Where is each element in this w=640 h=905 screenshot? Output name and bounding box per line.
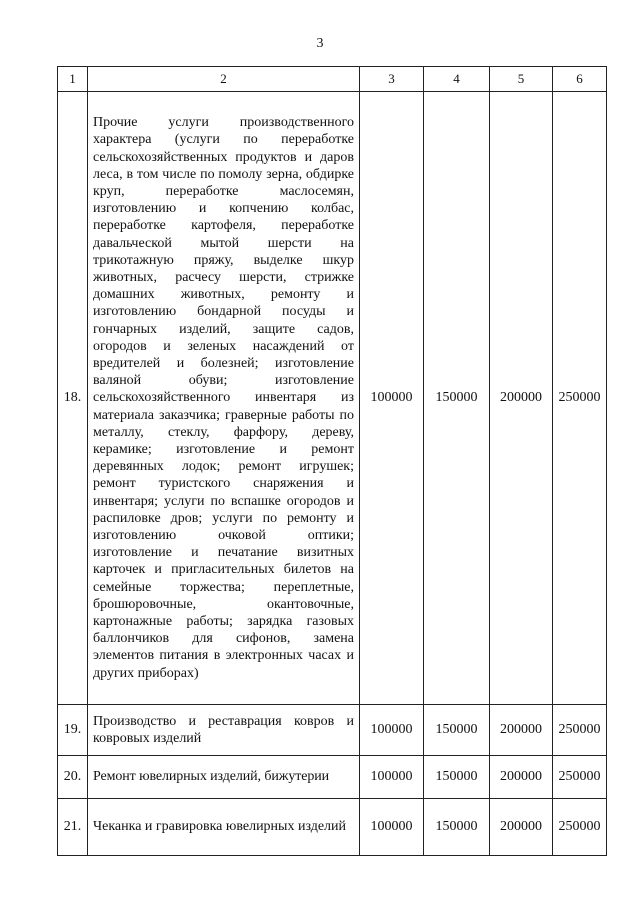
value-cell: 200000 bbox=[490, 799, 553, 856]
row-number: 18. bbox=[58, 92, 88, 705]
value-cell: 150000 bbox=[424, 756, 490, 799]
service-description: Производство и реставрация ковров и ковровых изделий bbox=[88, 705, 360, 756]
table-header-row bbox=[58, 67, 607, 92]
value-cell: 150000 bbox=[424, 92, 490, 705]
value-cell: 250000 bbox=[553, 799, 607, 856]
value-cell: 100000 bbox=[360, 705, 424, 756]
column-header: 1 bbox=[58, 67, 88, 92]
row-number: 21. bbox=[58, 799, 88, 856]
table-row bbox=[58, 92, 607, 705]
service-description: Чеканка и гравировка ювелирных изделий bbox=[88, 799, 360, 856]
service-description: Прочие услуги производственного характера (услуги по переработке сельскохозяйственных продуктов и даров леса, в том числе по помолу зерна, обдирке круп, переработке маслосемян, изготовлению и копчению колбас, переработке картофеля, переработке давальческой мытой шерсти на трикотажную пряжу, выделке шкур животных, расчесу шерсти, стрижке домашних животных, ремонту и изготовлению бондарной посуды и гончарных изделий, защите садов, огородов и зеленых насаждений от вредителей и болезней; изготовление валяной обуви; изготовление сельскохозяйственного инвентаря из материала заказчика; граверные работы по металлу, стеклу, фарфору, дереву, керамике; изготовление и ремонт деревянных лодок; ремонт игрушек; ремонт туристского снаряжения и инвентаря; услуги по вспашке огородов и распиловке дров; услуги по ремонту и изготовлению очковой оптики; изготовление и печатание визитных карточек и пригласительных билетов на семейные торжества; переплетные, брошюровочные, окантовочные, картонажные работы; зарядка газовых баллончиков для сифонов, замена элементов питания в электронных часах и других приборах) bbox=[88, 92, 360, 705]
value-cell: 200000 bbox=[490, 756, 553, 799]
column-header: 4 bbox=[424, 67, 490, 92]
value-cell: 200000 bbox=[490, 705, 553, 756]
row-number: 19. bbox=[58, 705, 88, 756]
value-cell: 100000 bbox=[360, 799, 424, 856]
column-header: 2 bbox=[88, 67, 360, 92]
table-row bbox=[58, 799, 607, 856]
value-cell: 250000 bbox=[553, 705, 607, 756]
value-cell: 200000 bbox=[490, 92, 553, 705]
value-cell: 250000 bbox=[553, 92, 607, 705]
value-cell: 250000 bbox=[553, 756, 607, 799]
value-cell: 100000 bbox=[360, 756, 424, 799]
column-header: 6 bbox=[553, 67, 607, 92]
page-number: 3 bbox=[316, 36, 324, 51]
value-cell: 100000 bbox=[360, 92, 424, 705]
value-cell: 150000 bbox=[424, 705, 490, 756]
column-header: 5 bbox=[490, 67, 553, 92]
table-row bbox=[58, 756, 607, 799]
column-header: 3 bbox=[360, 67, 424, 92]
service-description: Ремонт ювелирных изделий, бижутерии bbox=[88, 756, 360, 799]
table-row bbox=[58, 705, 607, 756]
tariff-table bbox=[57, 66, 607, 856]
value-cell: 150000 bbox=[424, 799, 490, 856]
row-number: 20. bbox=[58, 756, 88, 799]
